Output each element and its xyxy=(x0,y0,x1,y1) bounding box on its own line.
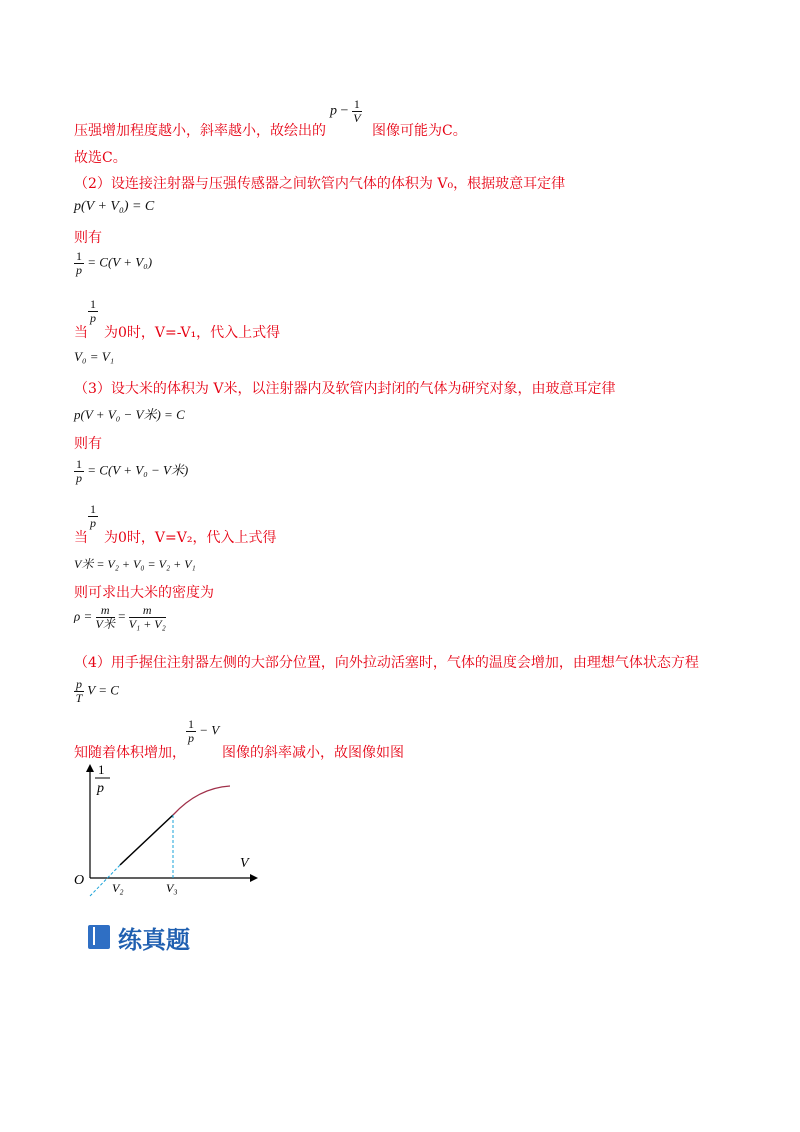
text-line-4: 则有 xyxy=(74,230,102,246)
math-p: p xyxy=(330,103,337,119)
text-line-8a: 当 xyxy=(74,530,88,546)
frac-num: 1 xyxy=(353,97,360,111)
frac-den: p xyxy=(90,311,96,325)
frac-den: p xyxy=(76,471,82,485)
frac-den: p xyxy=(90,516,96,530)
equation-3: V₀ = V₁ xyxy=(74,349,115,364)
equation-7: ρ = $\frac{m}{\text{V米}}$ = $\frac{m}{\text{V₁ + V₂}}$ xyxy=(74,603,166,631)
frac-num: 1 xyxy=(76,457,82,471)
equation-lhs: ρ = xyxy=(74,608,93,624)
fraction-1-over-p-2 xyxy=(88,503,98,530)
equation-1: p(V + V₀) = C xyxy=(74,199,155,214)
frac-num: 1 xyxy=(76,249,82,263)
frac-den: V xyxy=(353,111,361,125)
text-line-7: 则有 xyxy=(74,436,102,452)
v3-label: V₃ xyxy=(166,881,178,895)
v2-label: V₂ xyxy=(112,881,124,895)
linear-segment xyxy=(120,815,173,865)
origin-label: O xyxy=(74,873,85,888)
book-icon xyxy=(88,925,110,949)
x-axis-arrow xyxy=(250,874,258,882)
frac-num: m xyxy=(96,604,115,618)
text-line-11a: 知随着体积增加， xyxy=(74,745,186,761)
text-line-5a: 当 xyxy=(74,325,88,341)
equation-rhs: = C(V + V₀) xyxy=(87,254,153,270)
frac-num: p xyxy=(76,677,82,691)
frac-num: m xyxy=(129,604,166,618)
equation-4: p(V + V₀ − V米) = C xyxy=(74,407,185,422)
text-line-2: 故选C。 xyxy=(74,150,127,166)
frac-den: p xyxy=(188,731,194,745)
text-line-9: 则可求出大米的密度为 xyxy=(74,585,214,601)
frac-num: 1 xyxy=(188,717,194,731)
equation-2 xyxy=(74,250,152,277)
pv-graph xyxy=(68,760,268,900)
y-axis-arrow xyxy=(86,764,94,772)
text-line-8b: 为0时，V=V₂，代入上式得 xyxy=(104,530,277,546)
text-line-11b: 图像的斜率减小，故图像如图 xyxy=(222,745,404,761)
frac-den: V₁ + V₂ xyxy=(128,617,166,631)
text-line-1 xyxy=(74,120,326,140)
x-label: V xyxy=(240,856,249,871)
curve-segment xyxy=(173,786,230,815)
text-segment: 压强增加程度越小，斜率越小，故绘出的 xyxy=(74,123,326,139)
frac-den: T xyxy=(75,691,83,705)
math-tail: − V xyxy=(199,722,220,738)
y-label-num: 1 xyxy=(98,762,105,777)
frac-num: 1 xyxy=(90,297,96,311)
frac-num: 1 xyxy=(90,502,96,516)
text-line-5b: 为0时，V=-V₁，代入上式得 xyxy=(104,325,281,341)
text-line-10: （4）用手握住注射器左侧的大部分位置，向外拉动活塞时，气体的温度会增加，由理想气体状态方程 xyxy=(74,655,699,671)
frac-den: p xyxy=(76,263,82,277)
text-line-1b xyxy=(372,120,467,140)
y-label-den: p xyxy=(97,781,104,796)
equation-8 xyxy=(74,678,119,705)
text-line-6: （3）设大米的体积为 V米，以注射器内及软管内封闭的气体为研究对象，由玻意耳定律 xyxy=(74,381,616,397)
text-segment: 图像可能为C。 xyxy=(372,123,467,139)
equation-rhs: V = C xyxy=(87,682,119,698)
section-title: 练真题 xyxy=(118,926,190,954)
fraction-1-over-p xyxy=(88,298,98,325)
equation-6: V米 = V₂ + V₀ = V₂ + V₁ xyxy=(74,557,196,571)
text-line-3: （2）设连接注射器与压强传感器之间软管内气体的体积为 V₀，根据玻意耳定律 xyxy=(74,176,566,192)
fraction-p-1-over-v: p − $\frac{1}{V}$ xyxy=(330,97,361,125)
equation-rhs: = C(V + V₀ − V米) xyxy=(87,462,189,478)
equation-5 xyxy=(74,458,188,485)
fraction-1-over-p-minus-v xyxy=(186,718,219,745)
frac-den: V米 xyxy=(95,617,115,631)
